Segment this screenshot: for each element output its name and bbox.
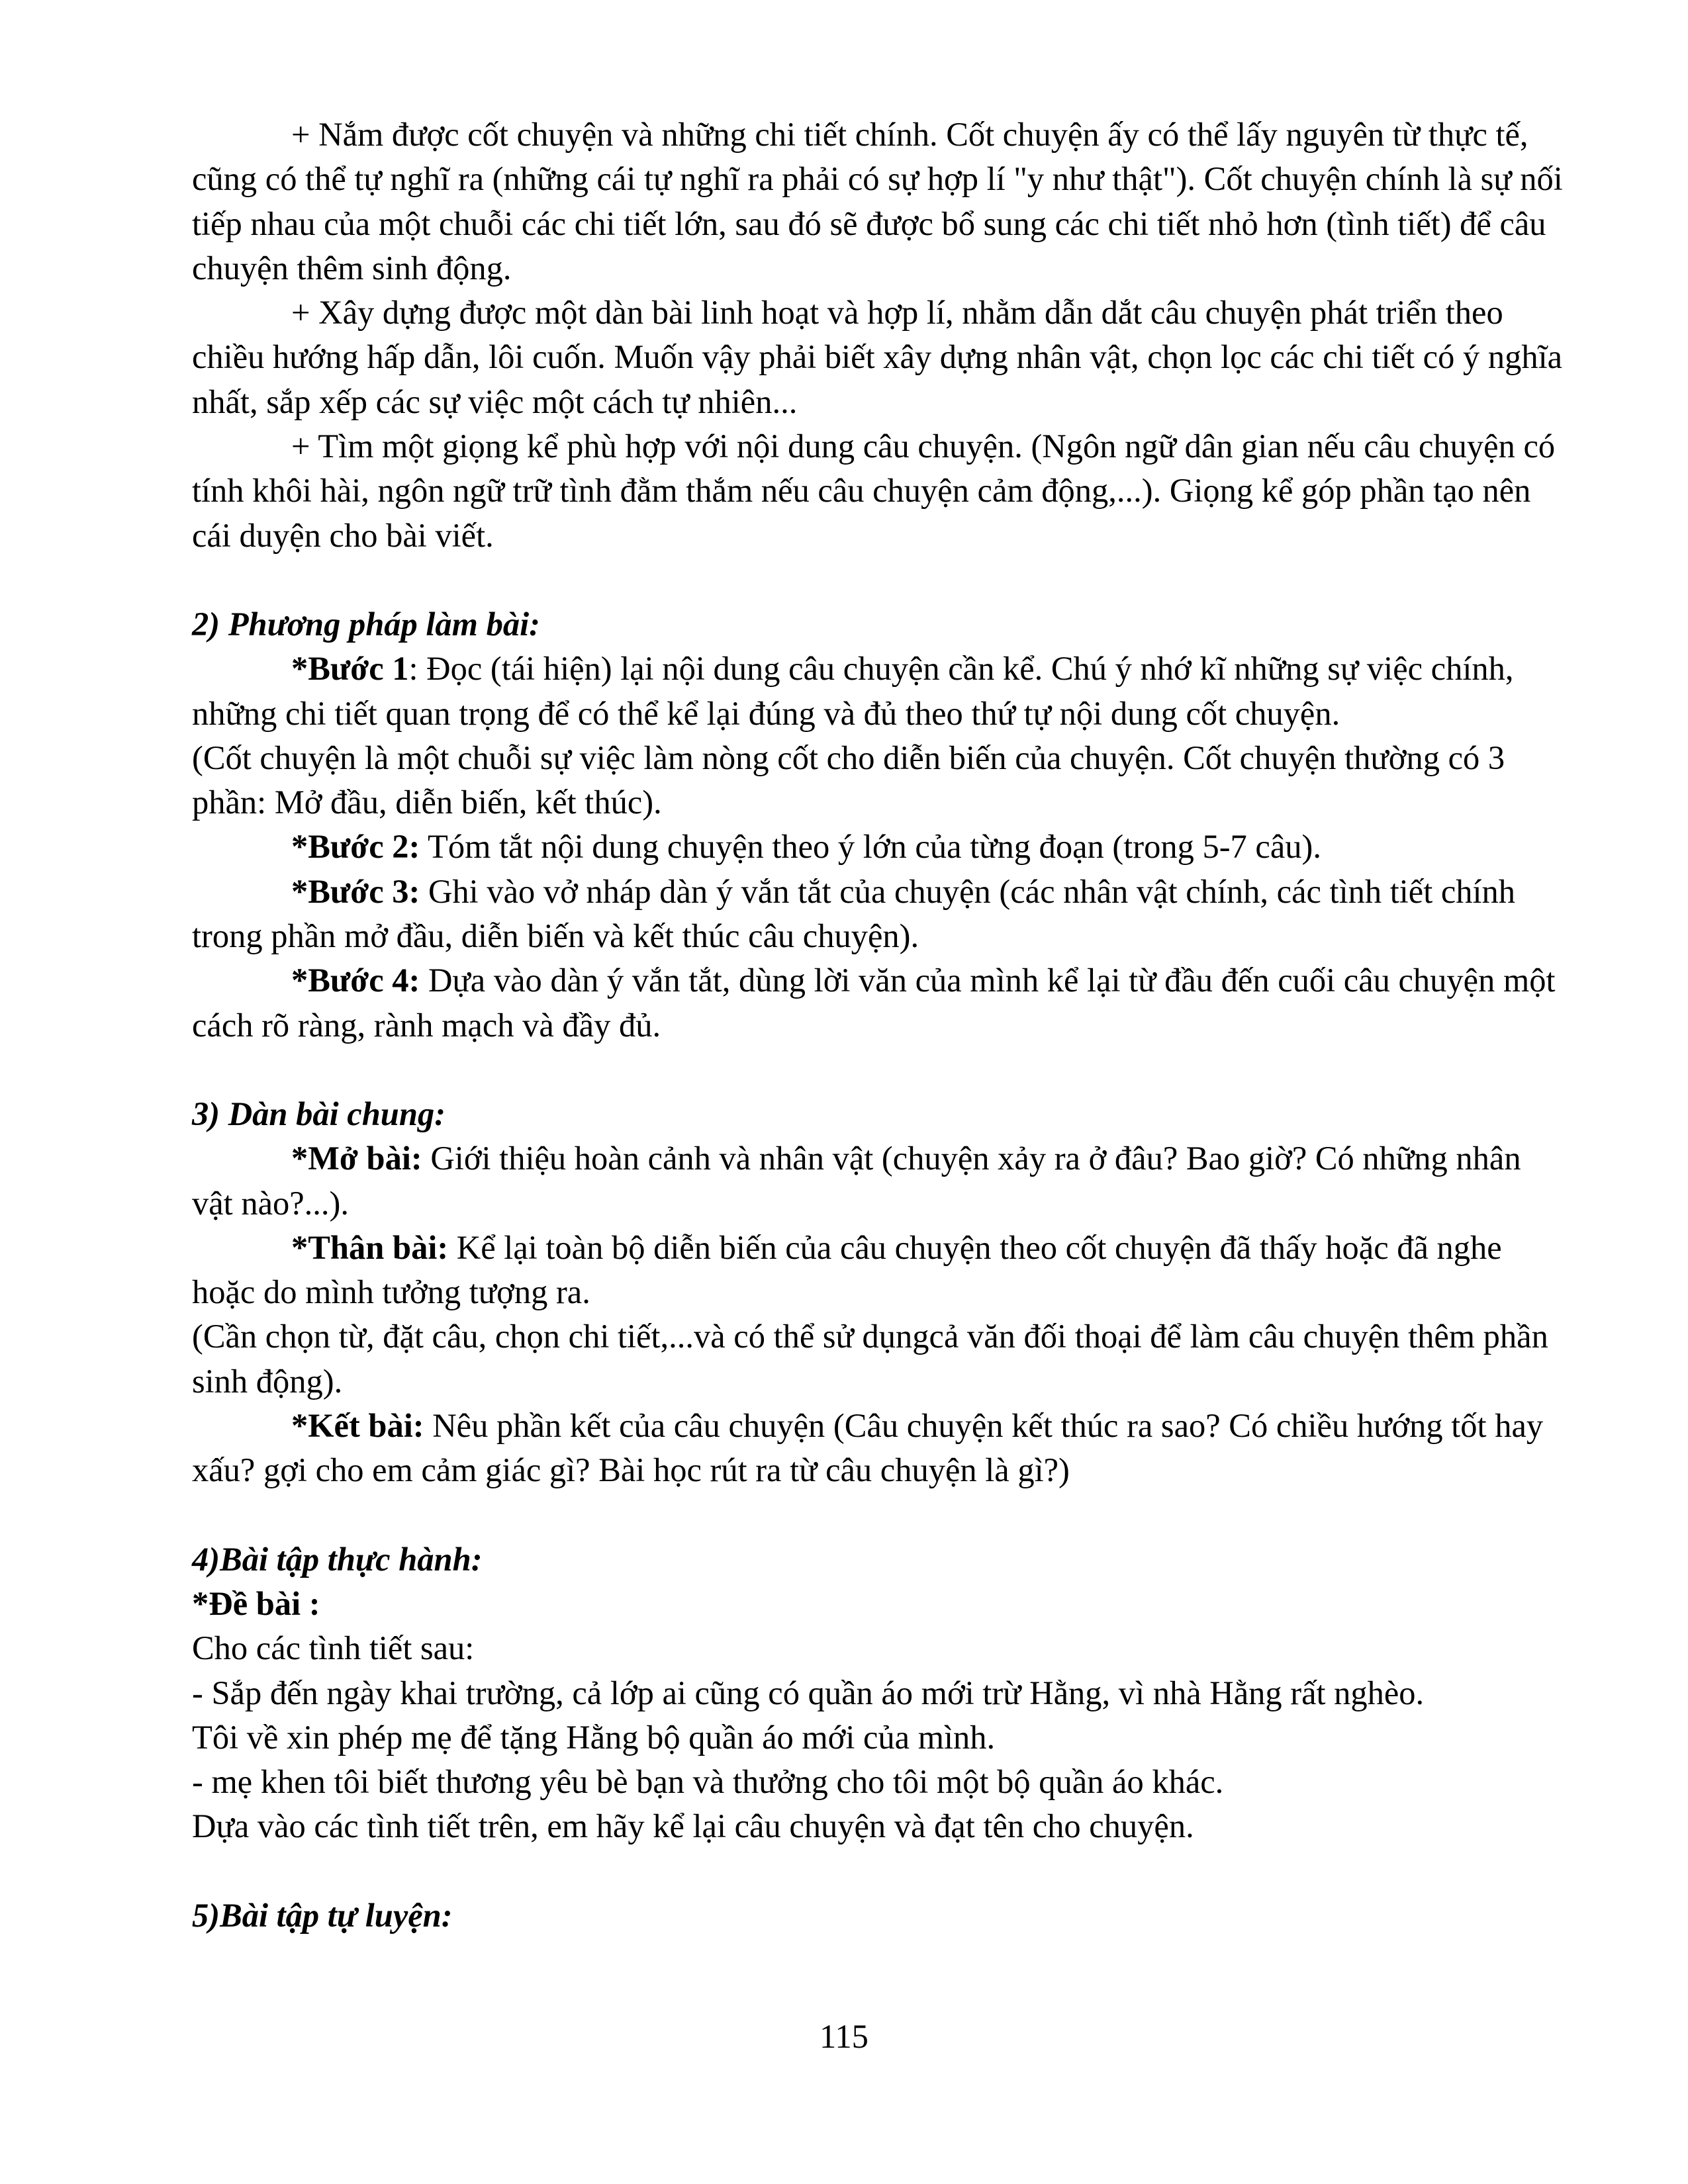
step-2-label: *Bước 2: <box>291 828 420 866</box>
practice-line-5: Dựa vào các tình tiết trên, em hãy kể lại câu chuyện và đạt tên cho chuyện. <box>192 1807 1194 1845</box>
document-page <box>192 113 1569 1938</box>
method-step-2 <box>192 825 1569 869</box>
outline-heading: 3) Dàn bài chung: <box>192 1095 446 1132</box>
de-bai-label: *Đề bài : <box>192 1584 320 1622</box>
mo-bai-text: Giới thiệu hoàn cảnh và nhân vật (chuyện xảy ra ở đâu? Bao giờ? Có những nhân vật nào?...). <box>192 1140 1521 1222</box>
method-step-3 <box>192 870 1569 959</box>
intro-paragraph-3: + Tìm một giọng kể phù hợp với nội dung câu chuyện. (Ngôn ngữ dân gian nếu câu chuyện có tính khôi hài, ngôn ngữ trữ tình đằm thắm nếu câu chuyện cảm động,...). Giọng kể góp phần tạo nên cái duyện cho bài viết. <box>192 428 1556 554</box>
step-4-label: *Bước 4: <box>291 962 420 999</box>
practice-heading: 4)Bài tập thực hành: <box>192 1540 483 1578</box>
intro-paragraph-1: + Nắm được cốt chuyện và những chi tiết chính. Cốt chuyện ấy có thể lấy nguyên từ thực tế, cũng có thể tự nghĩ ra (những cái tự nghĩ ra phải có sự hợp lí "y như thật"). Cốt chuyện chính là sự nối tiếp nhau của một chuỗi các chi tiết lớn, sau đó sẽ được bổ sung các chi tiết nhỏ hơn (tình tiết) để câu chuyện thêm sinh động. <box>192 116 1563 287</box>
mo-bai-label: *Mở bài: <box>291 1140 422 1177</box>
practice-line-2: - Sắp đến ngày khai trường, cả lớp ai cũng có quần áo mới trừ Hằng, vì nhà Hằng rất nghèo. <box>192 1674 1425 1711</box>
step-2-text: Tóm tắt nội dung chuyện theo ý lớn của từng đoạn (trong 5-7 câu). <box>420 828 1321 866</box>
practice-line-4: - mẹ khen tôi biết thương yêu bè bạn và thưởng cho tôi một bộ quần áo khác. <box>192 1763 1224 1801</box>
intro-paragraph-2: + Xây dựng được một dàn bài linh hoạt và hợp lí, nhằm dẫn dắt câu chuyện phát triển theo chiều hướng hấp dẫn, lôi cuốn. Muốn vậy phải biết xây dựng nhân vật, chọn lọc các chi tiết có ý nghĩa nhất, sắp xếp các sự việc một cách tự nhiên... <box>192 294 1563 420</box>
step-3-text: Ghi vào vở nháp dàn ý vắn tắt của chuyện (các nhân vật chính, các tình tiết chính trong phần mở đầu, diễn biến và kết thúc câu chuyện). <box>192 872 1516 955</box>
step-4-text: Dựa vào dàn ý vắn tắt, dùng lời văn của mình kể lại từ đầu đến cuối câu chuyện một cách rõ ràng, rành mạch và đầy đủ. <box>192 962 1556 1044</box>
outline-than-bai <box>192 1226 1569 1315</box>
step-3-label: *Bước 3: <box>291 872 420 910</box>
outline-ket-bai <box>192 1404 1569 1493</box>
ket-bai-label: *Kết bài: <box>291 1407 424 1445</box>
practice-line-1: Cho các tình tiết sau: <box>192 1629 475 1667</box>
outline-than-bai-note: (Cần chọn từ, đặt câu, chọn chi tiết,...và có thể sử dụngcả văn đối thoại để làm câu chuyện thêm phần sinh động). <box>192 1318 1548 1400</box>
step-1-text: : Đọc (tái hiện) lại nội dung câu chuyện cần kể. Chú ý nhớ kĩ những sự việc chính, những chi tiết quan trọng để có thể kể lại đúng và đủ theo thứ tự nội dung cốt chuyện. <box>192 650 1514 732</box>
than-bai-label: *Thân bài: <box>291 1228 449 1266</box>
practice-line-3: Tôi về xin phép mẹ để tặng Hằng bộ quần áo mới của mình. <box>192 1718 996 1756</box>
method-note: (Cốt chuyện là một chuỗi sự việc làm nòng cốt cho diễn biến của chuyện. Cốt chuyện thường có 3 phần: Mở đầu, diễn biến, kết thúc). <box>192 739 1505 821</box>
self-practice-heading: 5)Bài tập tự luyện: <box>192 1896 453 1934</box>
method-heading: 2) Phương pháp làm bài: <box>192 605 540 643</box>
ket-bai-text: Nêu phần kết của câu chuyện (Câu chuyện kết thúc ra sao? Có chiều hướng tốt hay xấu? gợi cho em cảm giác gì? Bài học rút ra từ câu chuyện là gì?) <box>192 1407 1544 1489</box>
step-1-label: *Bước 1 <box>291 650 409 688</box>
page-number: 115 <box>820 2018 868 2055</box>
outline-mo-bai <box>192 1136 1569 1226</box>
method-step-4 <box>192 958 1569 1048</box>
method-step-1 <box>192 647 1569 736</box>
than-bai-text: Kể lại toàn bộ diễn biến của câu chuyện theo cốt chuyện đã thấy hoặc đã nghe hoặc do mình tưởng tượng ra. <box>192 1228 1502 1311</box>
